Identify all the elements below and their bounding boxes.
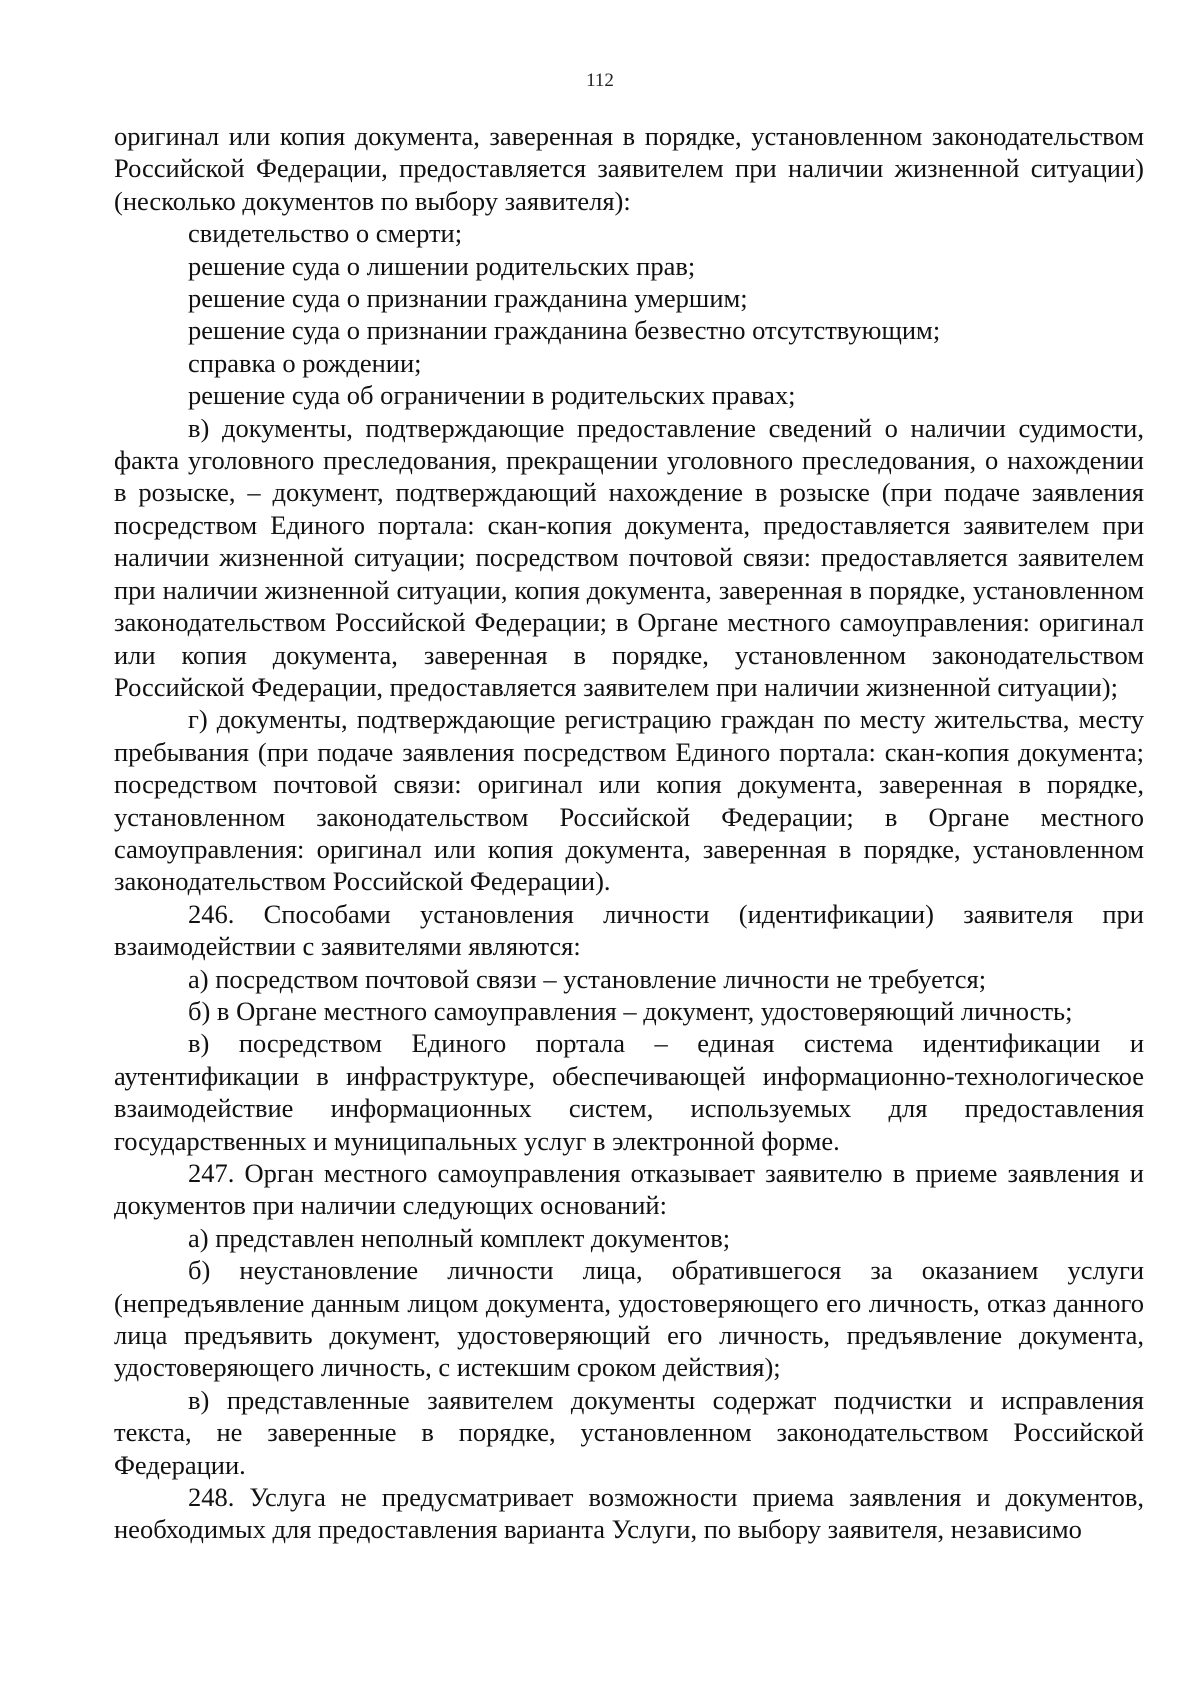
- list-item: а) представлен неполный комплект документов;: [188, 1222, 731, 1253]
- list-item: б) в Органе местного самоуправления – документ, удостоверяющий личность;: [188, 995, 1073, 1026]
- paragraph: оригинал или копия документа, заверенная в порядке, установленном законодательством Российской Федерации, предоставляется заявителем при наличии жизненной ситуации) (несколько документов по выбору заявителя):: [114, 121, 1144, 216]
- list-item: справка о рождении;: [188, 347, 422, 378]
- paragraph: 248. Услуга не предусматривает возможности приема заявления и документов, необходимых для предоставления варианта Услуги, по выбору заявителя, независимо: [114, 1482, 1144, 1545]
- list-item: в) посредством Единого портала – единая система идентификации и аутентификации в инфраструктуре, обеспечивающей информационно-технологическое взаимодействие информационных систем, используемых для предоставления государственных и муниципальных услуг в электронной форме.: [114, 1028, 1144, 1156]
- list-item: а) посредством почтовой связи – установление личности не требуется;: [188, 963, 987, 994]
- list-item: решение суда об ограничении в родительских правах;: [188, 380, 796, 411]
- list-item: свидетельство о смерти;: [188, 218, 463, 249]
- page-number: 112: [586, 70, 614, 91]
- paragraph: г) документы, подтверждающие регистрацию граждан по месту жительства, месту пребывания (при подаче заявления посредством Единого портала: скан-копия документа; посредством почтовой связи: оригинал или копия документа, заверенная в порядке, установленном законодательством Российской Федерации; в Органе местного самоуправления: оригинал или копия документа, заверенная в порядке, установленном законодательством Российской Федерации).: [114, 704, 1144, 897]
- paragraph: в) документы, подтверждающие предоставление сведений о наличии судимости, факта уголовного преследования, прекращении уголовного преследования, о нахождении в розыске, – документ, подтверждающий нахождение в розыске (при подаче заявления посредством Единого портала: скан-копия документа, предоставляется заявителем при наличии жизненной ситуации; посредством почтовой связи: предоставляется заявителем при наличии жизненной ситуации, копия документа, заверенная в порядке, установленном законодательством Российской Федерации; в Органе местного самоуправления: оригинал или копия документа, заверенная в порядке, установленном законодательством Российской Федерации, предоставляется заявителем при наличии жизненной ситуации);: [114, 412, 1144, 702]
- document-body: [114, 120, 1144, 1546]
- list-item: решение суда о признании гражданина умершим;: [188, 283, 748, 314]
- list-item: в) представленные заявителем документы содержат подчистки и исправления текста, не заверенные в порядке, установленном законодательством Российской Федерации.: [114, 1384, 1144, 1480]
- paragraph: 247. Орган местного самоуправления отказывает заявителю в приеме заявления и документов при наличии следующих оснований:: [114, 1158, 1144, 1221]
- list-item: решение суда о признании гражданина безвестно отсутствующим;: [188, 315, 941, 346]
- list-item: решение суда о лишении родительских прав;: [188, 250, 696, 281]
- list-item: б) неустановление личности лица, обратившегося за оказанием услуги (непредъявление данным лицом документа, удостоверяющего его личность, отказ данного лица предъявить документ, удостоверяющий его личность, предъявление документа, удостоверяющего личность, с истекшим сроком действия);: [114, 1255, 1144, 1383]
- paragraph: 246. Способами установления личности (идентификации) заявителя при взаимодействии с заявителями являются:: [114, 898, 1144, 962]
